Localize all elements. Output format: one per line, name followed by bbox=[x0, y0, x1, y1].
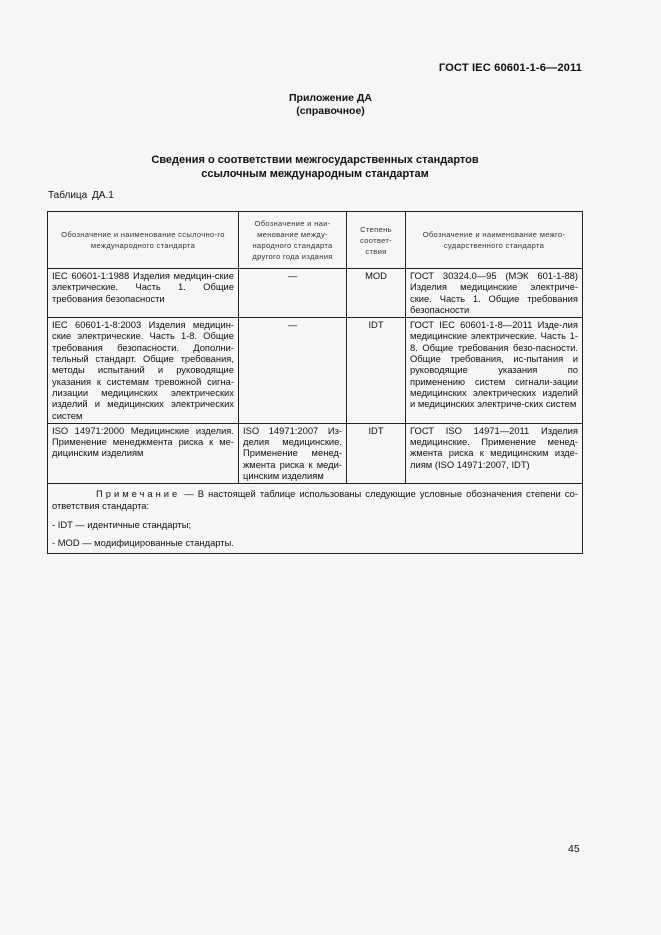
cell-ref: IEC 60601-1:1988 Изделия медицин-ские электрические. Часть 1. Общие требования безопасности bbox=[48, 269, 239, 318]
note-text: — В настоящей таблице использованы следующие условные обозначения степени со-ответствия стандарта: bbox=[52, 488, 578, 511]
table-header-row bbox=[48, 212, 583, 269]
cell-other: — bbox=[239, 269, 347, 318]
cell-ref: ISO 14971:2000 Медицинские изделия. Применение менеджмента риска к ме-дицинским изделиям bbox=[48, 423, 239, 483]
note-item: - MOD — модифицированные стандарты. bbox=[52, 537, 234, 549]
appendix-title: Приложение ДА bbox=[289, 92, 372, 104]
cell-degree: MOD bbox=[347, 269, 406, 318]
table-caption-number: ДА.1 bbox=[92, 190, 114, 201]
table-caption-label: Таблица bbox=[48, 190, 88, 201]
section-title-line1: Сведения о соответствии межгосударственных стандартов bbox=[151, 154, 479, 166]
cell-gost: ГОСТ 30324.0—95 (МЭК 601-1-88) Изделия медицинские электриче-ские. Часть 1. Общие требования безопасности bbox=[406, 269, 583, 318]
col-header-other: Обозначение и наи-менование между-народного стандарта другого года издания bbox=[239, 212, 347, 269]
table-caption bbox=[48, 190, 114, 201]
page-number: 45 bbox=[568, 843, 580, 855]
note-label: Примечание bbox=[96, 488, 181, 500]
cell-degree: IDT bbox=[347, 318, 406, 424]
appendix-subtitle: (справочное) bbox=[296, 105, 365, 117]
table-note-row bbox=[48, 484, 583, 553]
cell-other: ISO 14971:2007 Из-делия медицинские. Применение менед-жмента риска к меди-цинским изделиям bbox=[239, 423, 347, 483]
table-row bbox=[48, 269, 583, 318]
cell-gost: ГОСТ ISO 14971—2011 Изделия медицинские. Применение менед-жмента риска к медицинским изде-лиям (ISO 14971:2007, IDT) bbox=[406, 423, 583, 483]
standards-table bbox=[47, 211, 583, 554]
table-row bbox=[48, 318, 583, 424]
table-note bbox=[48, 484, 583, 553]
standard-header: ГОСТ IEC 60601-1-6—2011 bbox=[438, 62, 582, 74]
note-item: - IDT — идентичные стандарты; bbox=[52, 518, 192, 530]
cell-other: — bbox=[239, 318, 347, 424]
table-row bbox=[48, 423, 583, 483]
cell-gost: ГОСТ IEC 60601-1-8—2011 Изде-лия медицинские электрические. Часть 1-8. Общие требования безо-пасности. Общие требования, ис-пытания и руководящие указания по применению систем сигнали-зации медицинских электрических изделий и медицинских электриче-ских систем bbox=[406, 318, 583, 424]
col-header-ref: Обозначение и наименование ссылочно-го международного стандарта bbox=[48, 212, 239, 269]
col-header-gost: Обозначение и наименование межго-сударственного стандарта bbox=[406, 212, 583, 269]
cell-ref: IEC 60601-1-8:2003 Изделия медицин-ские электрические. Часть 1-8. Общие требования безопасности. Дополни-тельный стандарт. Общие требования, методы испытаний и руководящие указания к системам тревожной сигна-лизации медицинских электрических изделий и медицинских электрических систем bbox=[48, 318, 239, 424]
cell-degree: IDT bbox=[347, 423, 406, 483]
col-header-degree: Степень соответ-ствия bbox=[347, 212, 406, 269]
section-title-line2: ссылочным международным стандартам bbox=[201, 168, 429, 180]
